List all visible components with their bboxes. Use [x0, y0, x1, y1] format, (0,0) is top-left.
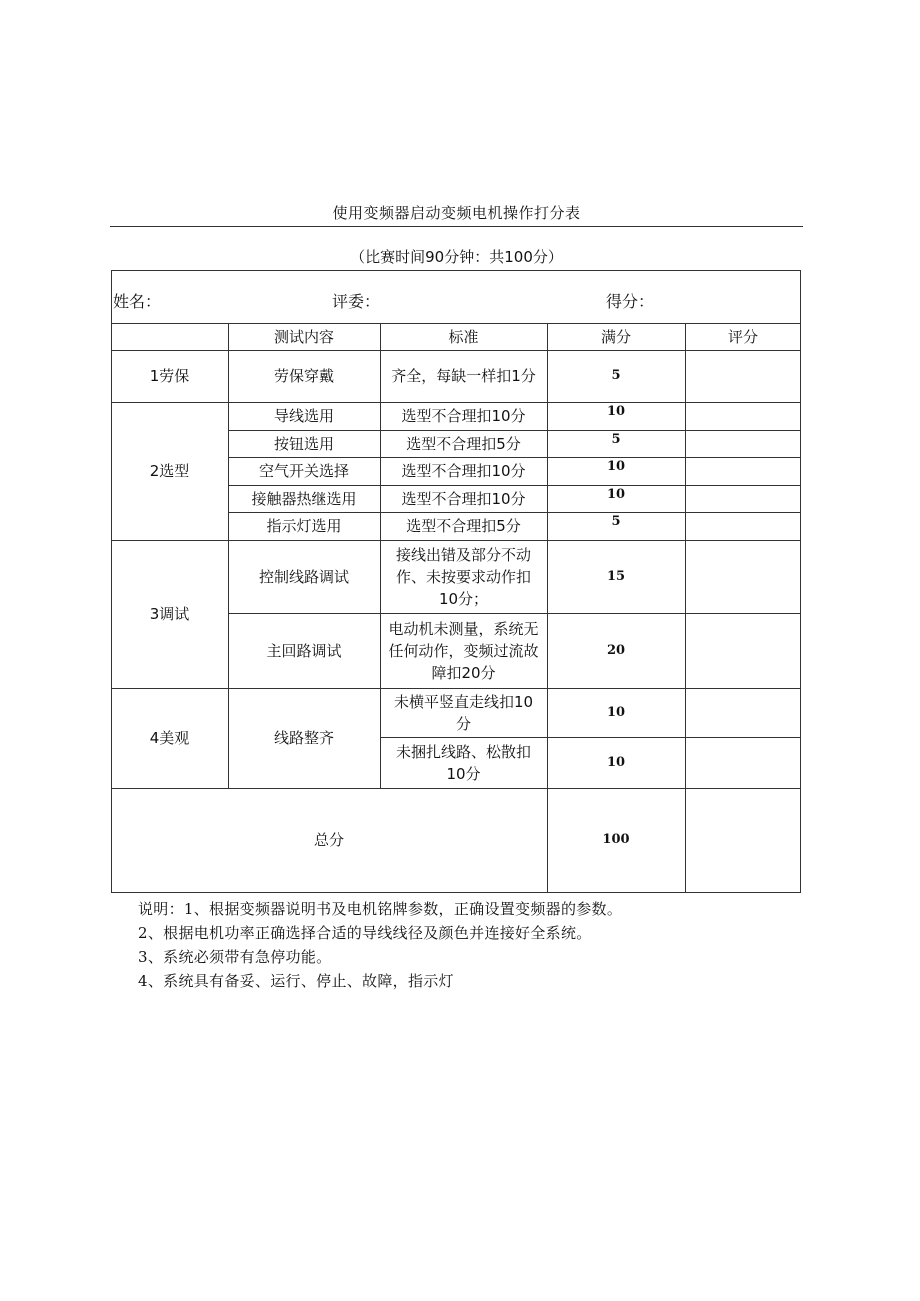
rating-input[interactable] — [686, 513, 800, 540]
standard-cell: 选型不合理扣10分 — [401, 489, 526, 508]
total-label: 总分 — [313, 831, 344, 849]
content-cell: 按钮选用 — [273, 434, 334, 453]
full-score-cell: 20 — [606, 642, 626, 658]
score-sheet-table — [111, 270, 801, 893]
rating-input[interactable] — [686, 351, 800, 402]
rating-input[interactable] — [686, 486, 800, 512]
category-cell: 2选型 — [149, 462, 190, 480]
rating-input[interactable] — [686, 541, 800, 613]
full-score-cell: 10 — [606, 404, 626, 419]
content-cell: 线路整齐 — [273, 729, 334, 747]
rating-input[interactable] — [686, 403, 800, 430]
full-score-cell: 10 — [606, 487, 626, 502]
standard-cell: 选型不合理扣10分 — [401, 407, 526, 425]
judge-label: 评委： — [332, 292, 381, 311]
standard-cell: 未捆扎线路、松散扣10分 — [395, 742, 531, 783]
table-rule — [111, 892, 801, 893]
rating-input[interactable] — [686, 431, 800, 457]
column-header-standard: 标准 — [448, 327, 479, 346]
full-score-cell: 5 — [611, 368, 621, 383]
full-score-cell: 15 — [606, 568, 626, 584]
rating-input[interactable] — [686, 689, 800, 737]
column-header-content: 测试内容 — [273, 327, 334, 346]
column-header-rating: 评分 — [727, 327, 758, 346]
category-cell: 3调试 — [149, 605, 190, 623]
full-score-cell: 5 — [611, 514, 621, 529]
table-rule — [111, 270, 801, 271]
rating-input[interactable] — [686, 458, 800, 485]
content-cell: 接触器热继选用 — [251, 489, 357, 508]
content-cell: 指示灯选用 — [266, 517, 342, 535]
content-cell: 主回路调试 — [266, 641, 342, 660]
full-score-cell: 10 — [606, 754, 626, 770]
note-line: 4、系统具有备妥、运行、停止、故障，指示灯 — [138, 972, 454, 990]
standard-cell: 选型不合理扣5分 — [406, 517, 521, 535]
standard-cell: 选型不合理扣5分 — [406, 434, 521, 453]
page-subtitle: （比赛时间90分钟：共100分） — [350, 248, 563, 266]
full-score-cell: 10 — [606, 704, 626, 720]
standard-cell: 电动机未测量，系统无任何动作，变频过流故障扣20分 — [388, 619, 539, 682]
name-label: 姓名： — [113, 292, 162, 311]
standard-cell: 齐全，每缺一样扣1分 — [391, 367, 536, 385]
note-line: 3、系统必须带有急停功能。 — [138, 948, 332, 966]
rating-input[interactable] — [686, 614, 800, 688]
page-title: 使用变频器启动变频电机操作打分表 — [332, 204, 581, 222]
judge-field[interactable] — [386, 278, 586, 316]
notes-block — [138, 897, 622, 993]
name-field[interactable] — [166, 278, 316, 316]
standard-cell: 未横平竖直走线扣10分 — [393, 692, 534, 733]
content-cell: 导线选用 — [273, 407, 334, 425]
standard-cell: 选型不合理扣10分 — [401, 462, 526, 480]
score-label: 得分： — [606, 292, 655, 311]
total-full-score: 100 — [602, 832, 630, 847]
score-field[interactable] — [661, 278, 791, 316]
content-cell: 劳保穿戴 — [273, 367, 334, 385]
content-cell: 控制线路调试 — [258, 567, 349, 586]
column-header-full-score: 满分 — [600, 327, 631, 346]
standard-cell: 接线出错及部分不动作、未按要求动作扣10分； — [395, 545, 531, 608]
full-score-cell: 5 — [611, 432, 621, 447]
total-rating-input[interactable] — [686, 789, 800, 892]
category-cell: 4美观 — [149, 729, 190, 747]
table-rule — [800, 270, 801, 893]
title-underline — [110, 226, 803, 227]
rating-input[interactable] — [686, 738, 800, 788]
category-cell: 1劳保 — [149, 367, 190, 385]
note-line: 2、根据电机功率正确选择合适的导线线径及颜色并连接好全系统。 — [138, 924, 592, 942]
content-cell: 空气开关选择 — [258, 462, 349, 480]
note-line: 说明：1、根据变频器说明书及电机铭牌参数，正确设置变频器的参数。 — [138, 900, 623, 918]
full-score-cell: 10 — [606, 459, 626, 474]
